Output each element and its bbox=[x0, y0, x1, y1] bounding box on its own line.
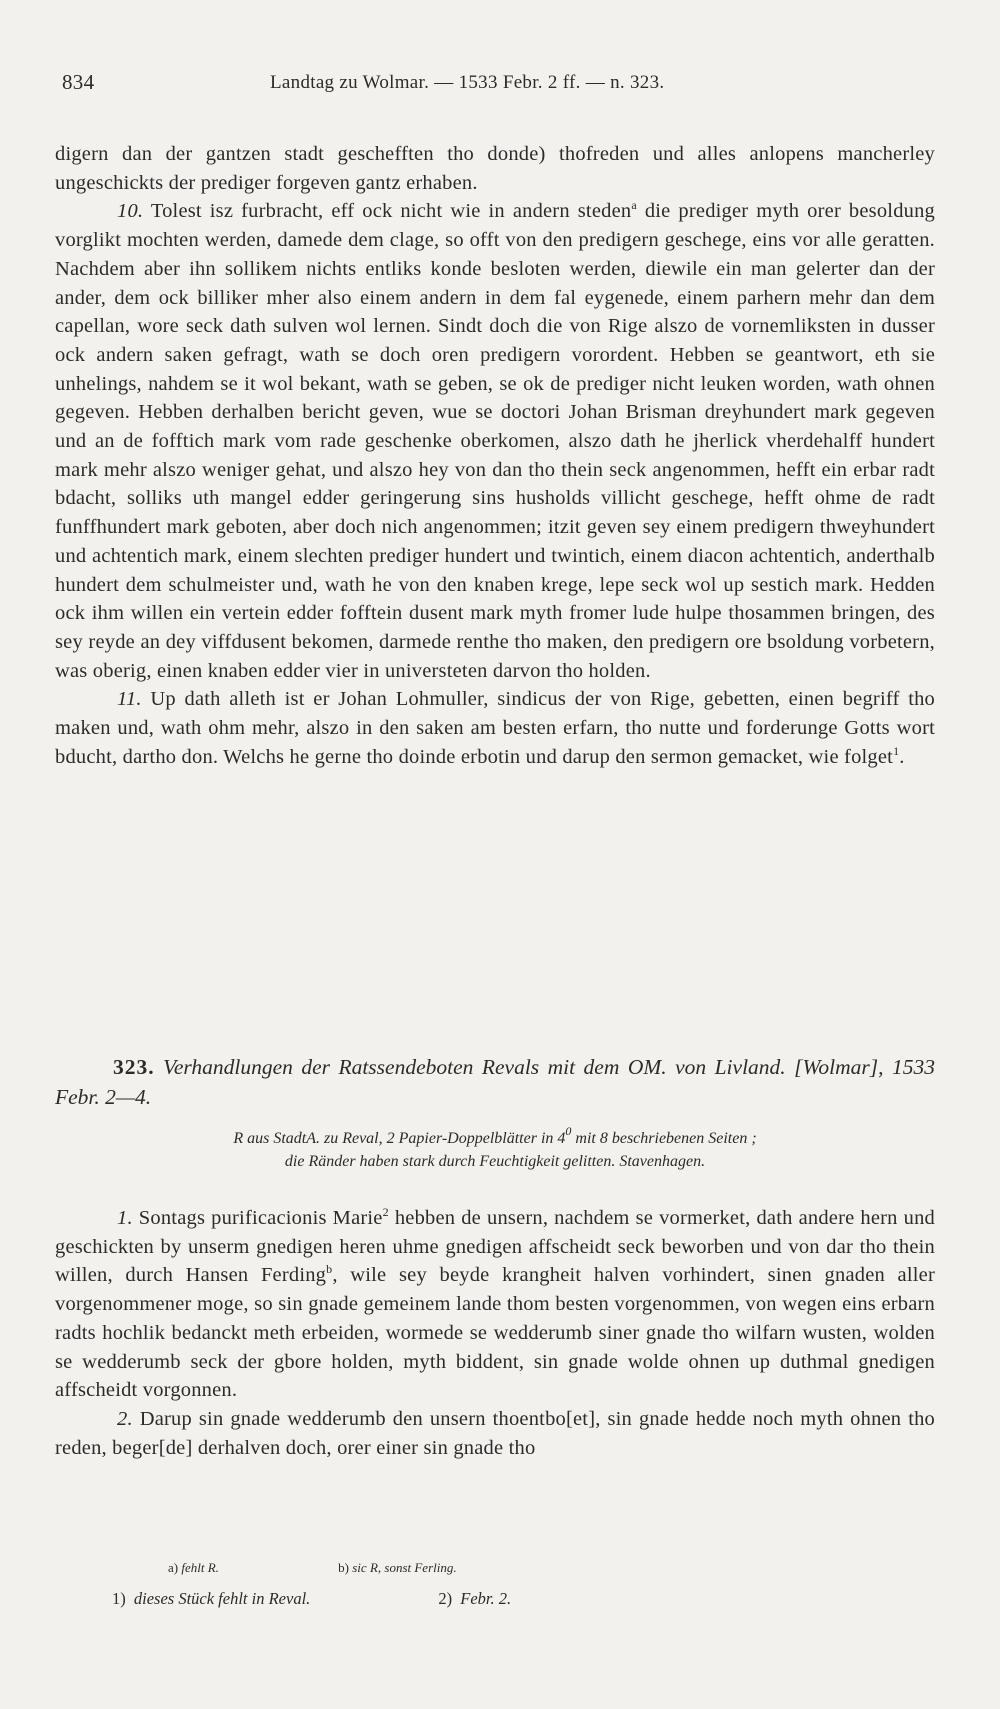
footnote-text: fehlt R. bbox=[178, 1560, 219, 1575]
superscript: 0 bbox=[565, 1124, 572, 1138]
footnote-label: a) bbox=[168, 1560, 179, 1575]
footnote-label: 1) bbox=[112, 1589, 126, 1608]
footnote-label: 2) bbox=[438, 1589, 453, 1608]
footnote-1 bbox=[112, 1589, 372, 1608]
page-number: 834 bbox=[62, 70, 95, 94]
running-head bbox=[62, 70, 942, 100]
text-block-continuation bbox=[55, 140, 935, 771]
paragraph-number: 11. bbox=[117, 688, 142, 711]
paragraph-2 bbox=[55, 1405, 935, 1462]
paragraph-number: 2. bbox=[117, 1407, 133, 1430]
document-title: Verhandlungen der Ratssendeboten Revals mit dem OM. von Livland. [Wolmar], 1533 Febr. 2—4. bbox=[55, 1055, 935, 1109]
source-note-line bbox=[55, 1124, 935, 1151]
paragraph-text: Sontags purificacionis Marie bbox=[132, 1207, 383, 1229]
footnote-2 bbox=[438, 1589, 573, 1608]
explanatory-footnotes bbox=[112, 1589, 635, 1609]
paragraph-continuation: digern dan der gantzen stadt geschefften tho donde) thofreden und alles anlopens mancherley ungeschickts der prediger forgeven gantz erhaben. bbox=[55, 143, 935, 194]
text-block-323 bbox=[55, 1204, 935, 1462]
paragraph-text: Darup sin gnade wedderumb den unsern thoentbo[et], sin gnade hedde noch myth ohnen tho reden, beger[de] derhalven doch, orer einer sin gnade tho bbox=[55, 1407, 935, 1459]
running-title: Landtag zu Wolmar. — 1533 Febr. 2 ff. — n. 323. bbox=[270, 72, 665, 93]
footnote-a bbox=[168, 1560, 277, 1575]
footnote-ref: a bbox=[631, 198, 637, 213]
footnote-text: sic R, sonst Ferling. bbox=[349, 1560, 457, 1575]
paragraph-text: . bbox=[899, 745, 905, 768]
paragraph-11 bbox=[55, 685, 935, 771]
paragraph-1 bbox=[55, 1204, 935, 1405]
paragraph-number: 1. bbox=[117, 1207, 133, 1229]
paragraph-number: 10. bbox=[117, 200, 144, 223]
source-note bbox=[55, 1124, 935, 1173]
source-note-text: R aus StadtA. zu Reval, 2 Papier-Doppelblätter in 4 bbox=[233, 1130, 566, 1147]
section-heading bbox=[55, 1052, 935, 1112]
footnote-text: dieses Stück fehlt in Reval. bbox=[129, 1589, 311, 1608]
paragraph-text: hebben de unsern, nachdem se vormerket, dath andere hern und geschickten by unserm gnedigen heren uhme gnedigen affscheidt seck beworben und von dar tho thein willen, durch Hansen Ferding bbox=[55, 1207, 935, 1287]
document-number: 323. bbox=[113, 1055, 155, 1079]
paragraph-10 bbox=[55, 197, 935, 685]
textual-footnotes bbox=[168, 1560, 573, 1576]
footnote-label: b) bbox=[338, 1560, 349, 1575]
footnote-ref: 2 bbox=[382, 1205, 389, 1219]
footnote-b bbox=[338, 1560, 514, 1575]
footnote-ref: 1 bbox=[893, 743, 900, 758]
footnote-ref: b bbox=[326, 1262, 333, 1277]
footnote-text: Febr. 2. bbox=[456, 1589, 512, 1608]
paragraph-text: Up dath alleth ist er Johan Lohmuller, sindicus der von Rige, gebetten, einen begriff tho maken und, wath ohm mehr, alszo in den saken am besten erfarn, tho nutte und forderunge Gotts wort bducht, dartho don. Welchs he gerne tho doinde erbotin und darup den sermon gemacket, wie folget bbox=[55, 688, 935, 768]
source-note-text: mit 8 beschriebenen Seiten ; bbox=[571, 1130, 757, 1147]
paragraph-text: die prediger myth orer besoldung vorglikt mochten werden, damede dem clage, so offt von den predigern geschege, eins vor alle geratten. Nachdem aber ihn sollikem nichts entliks konde besloten werden, diewile ein man gelerter dan der ander, dem ock billiker mher also einem andern in dem fal eygenede, einem parhern mehr dan dem capellan, wore seck dath sulven wol lernen. Sindt doch die von Rige alszo de vornemliksten in dusser ock andern saken gefragt, wath se doch oren predigern vorordent. Hebben se geantwort, eth sie unhelings, nahdem se it wol bekant, wath se geben, se ok de prediger nicht leuken worden, wath ohnen gegeven. Hebben derhalben bericht geven, wue se doctori Johan Brisman dreyhundert mark gegeven und an de fofftich mark vom rade geschenke oberkomen, alszo dath he jherlick vherdehalff hundert mark mehr alszo weniger gehat, und alszo hey von dan tho thein seck angenommen, hefft ein erbar radt bdacht, solliks uth mangel edder geringerung sins husholds villicht geschege, hefft ohme de radt funffhundert mark geboten, aber doch nich angenommen; itzit geven sey einem predigern thweyhundert und achtentich mark, einem slechten prediger hundert und twintich, einem diacon achtentich, anderthalb hundert dem schulmeister und, wath he von den knaben krege, lepe seck wol up sestich mark. Hedden ock ihm willen ein vertein edder fofftein dusent mark myth fromer lude hulpe thosammen bringen, des sey reyde an dey viffdusent bekomen, darmede renthe tho maken, den predigern ore bsoldung vorbetern, was oberig, einen knaben edder vier in universteten darvon tho holden. bbox=[55, 200, 935, 682]
source-note-line: die Ränder haben stark durch Feuchtigkeit gelitten. Stavenhagen. bbox=[284, 1152, 706, 1170]
paragraph-text: , wile sey beyde krangheit halven vorhindert, sinen gnaden aller vorgenommener moge, so sin gnade gemeinem lande thom besten vorgenommen, von wegen eins erbarn radts hochlik bedanckt meth erbeiden, wormede se wedderumb siner gnade tho wilfarn wusten, wolden se wedderumb seck der gbore holden, myth biddent, sin gnade wolde ohnen up duthmal gnedigen affscheidt vorgonnen. bbox=[55, 1264, 935, 1402]
paragraph-text: Tolest isz furbracht, eff ock nicht wie in andern steden bbox=[143, 200, 632, 223]
